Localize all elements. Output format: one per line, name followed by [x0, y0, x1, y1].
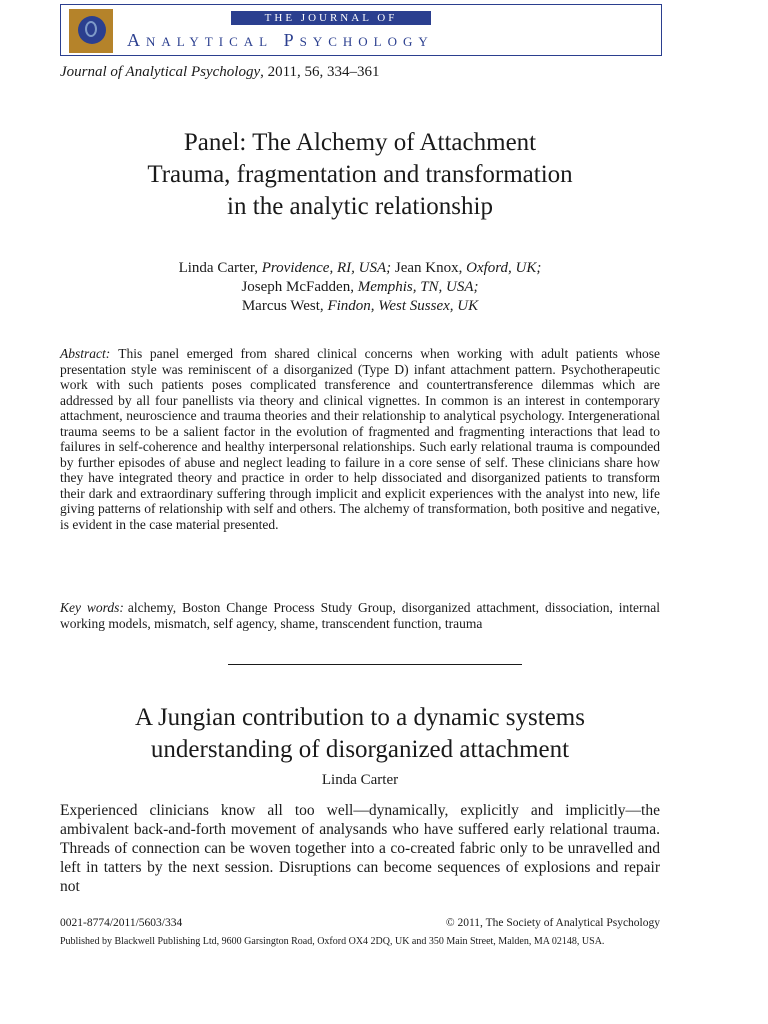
article-author: Linda Carter — [321, 772, 399, 788]
panel-authors — [60, 259, 660, 316]
article-body: Experienced clinicians know all too well—dynamically, explicitly and implicitly—the ambivalent back-and-forth movement of analysands who have suffered early relational trauma. Threads of connection can be woven together into a co-created fabric only to be unravelled and left in tatters by the next session. Disruptions can become sequences of explosions and repair not — [60, 802, 660, 895]
journal-logo — [69, 9, 113, 53]
article-title — [60, 702, 660, 766]
footer-publisher: Published by Blackwell Publishing Ltd, 9600 Garsington Road, Oxford OX4 2DQ, UK and 350 Main Street, Malden, MA 02148, USA. — [60, 936, 605, 947]
masthead-journal-name: Analytical Psychology — [127, 30, 434, 50]
article-title-line: A Jungian contribution to a dynamic systems — [135, 704, 585, 731]
author-name: Jean Knox, — [391, 260, 467, 276]
globe-icon — [78, 16, 106, 44]
panel-title-line: in the analytic relationship — [227, 193, 493, 220]
footer-copyright: © 2011, The Society of Analytical Psychology — [445, 917, 660, 929]
journal-masthead — [60, 4, 662, 56]
article-title-line: understanding of disorganized attachment — [150, 736, 570, 763]
citation-journal: Journal of Analytical Psychology — [60, 64, 261, 80]
section-divider — [228, 664, 522, 665]
keywords-label: Key words: — [60, 600, 124, 615]
footer-issn: 0021-8774/2011/5603/334 — [60, 917, 183, 929]
citation-details: , 2011, 56, 334–361 — [260, 64, 380, 80]
citation-line — [60, 64, 380, 81]
abstract-label: Abstract: — [60, 346, 111, 361]
keywords-text: alchemy, Boston Change Process Study Group, disorganized attachment, dissociation, internal working models, mismatch, self agency, shame, transcendent function, trauma — [60, 600, 660, 631]
author-place: Oxford, UK; — [466, 260, 542, 276]
author-name: Marcus West, — [241, 298, 328, 314]
masthead-top-label: THE JOURNAL OF — [231, 11, 431, 25]
keywords — [60, 600, 660, 631]
panel-title-line: Trauma, fragmentation and transformation — [147, 161, 573, 188]
author-place: Findon, West Sussex, UK — [327, 298, 479, 314]
author-name: Linda Carter, — [178, 260, 262, 276]
abstract — [60, 346, 660, 532]
author-name: Joseph McFadden, — [241, 279, 358, 295]
author-place: Providence, RI, USA; — [261, 260, 392, 276]
author-place: Memphis, TN, USA; — [357, 279, 479, 295]
panel-title-line: Panel: The Alchemy of Attachment — [183, 129, 537, 156]
abstract-text: This panel emerged from shared clinical concerns when working with adult patients whose presentation style was reminiscent of a disorganized (Type D) infant attachment pattern. Psychotherapeutic work with such patients poses complicated transference and countertransference dilemmas which are addressed by all four panellists via theory and clinical vignettes. In common is an interest in contemporary attachment, neuroscience and trauma theories and their relationship to analytical psychology. Intergenerational trauma seems to be a salient factor in the evolution of fragmented and fragmenting interactions that lead to failures in self-coherence and healthy interpersonal relationships. Such early relational trauma is compounded by further episodes of abuse and neglect leading to failure in a core sense of self. These clinicians share how they have integrated theory and practice in order to help dissociated and disorganized patients to transform their dark and extraordinary suffering through implicit and explicit experiences with the analyst into new, life giving patterns of relationship with self and others. The alchemy of transformation, both positive and negative, is evident in the case material presented. — [60, 346, 660, 532]
panel-title — [60, 127, 660, 223]
